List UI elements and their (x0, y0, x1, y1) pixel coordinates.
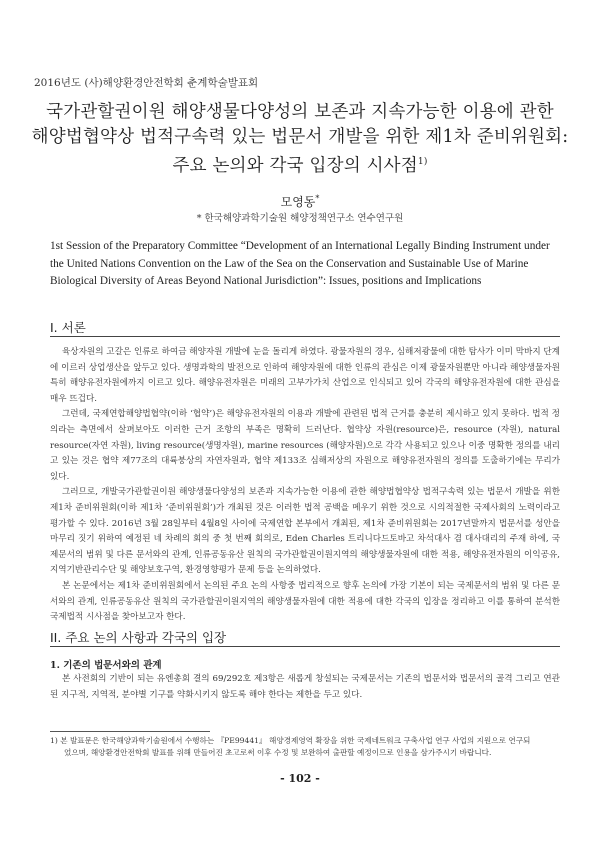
title-footnote-mark[interactable]: 1) (417, 157, 428, 167)
footnote-line-1: 1) 본 발표문은 한국해양과학기술원에서 수행하는 『PE99441』 해양경제영역 확장을 위한 국제네트워크 구축사업 연구 사업의 지원으로 연구되 (50, 736, 531, 745)
subsection-1-body (50, 672, 560, 703)
conference-header: 2016년도 (사)해양환경안전학회 춘계학술발표회 (34, 77, 259, 89)
author (0, 193, 600, 210)
author-mark: * (315, 194, 320, 203)
subsection-1-paragraph: 본 사전회의 기반이 되는 유엔총회 결의 69/292호 제3항은 새롭게 창설되는 국제문서는 기존의 법문서와 법문서의 골격 그리고 연관된 지구적, 지역적, 분야별 기구를 약화시키지 않도록 해야 한다는 제한을 두고 있다. (50, 674, 560, 700)
page-number: - 102 - (280, 772, 320, 785)
subsection-1-heading: 1. 기존의 법문서와의 관계 (50, 660, 162, 671)
title-line-1: 국가관할권이원 해양생물다양성의 보존과 지속가능한 이용에 관한 (46, 102, 554, 122)
author-name: 모영동 (280, 195, 316, 209)
section-2-rule (50, 646, 560, 647)
section-1-body (50, 345, 560, 626)
section-1-paragraph-1: 육상자원의 고갈은 인류로 하여금 해양자원 개발에 눈을 돌리게 하였다. 광물자원의 경우, 심해저광물에 대한 탐사가 이미 막바지 단계에 이르러 상업생산을 앞두고 있다. 생명과학의 발전으로 인하여 해양자원에 대한 인류의 관심은 이제 광물자원뿐만 아니라 해양생물자원 특히 해양유전자원에까지 이르고 있다. 해양유전자원은 미래의 고부가가치 산업으로 인식되고 있어 각국의 해양유전자원에 대한 관심을 매우 뜨겁다. (50, 347, 560, 404)
paper-title (30, 100, 570, 179)
footnote-rule (50, 731, 210, 732)
section-2-heading: II. 주요 논의 사항과 각국의 입장 (50, 630, 227, 645)
section-1-rule (50, 336, 560, 337)
footnote (50, 735, 560, 759)
english-title: 1st Session of the Preparatory Committee “Development of an International Legally Binding Instrument under the United Nations Convention on the Law of the Sea on the Conservation and Sustainable Use of Marine Biological Diversity of Areas Beyond National Jurisdiction”: Issues, positions and Implications (50, 240, 550, 287)
section-1-paragraph-4: 본 논문에서는 제1차 준비위원회에서 논의된 주요 논의 사항중 법리적으로 향후 논의에 가장 기본이 되는 국제문서의 범위 및 다른 문서와의 관계, 인류공동유산 원칙의 국가관할권이원지역의 해양생물자원에 대한 적용에 대한 각국의 입장을 정리하고 이를 통하여 분석한 국제법적 시사점을 찾아보고자 한다. (50, 580, 560, 623)
title-line-2: 해양법협약상 법적구속력 있는 법문서 개발을 위한 제1차 준비위원회: (31, 127, 569, 147)
section-1-heading: I. 서론 (50, 320, 86, 335)
section-1-paragraph-3: 그러므로, 개발국가관할권이원 해양생물다양성의 보존과 지속가능한 이용에 관한 해양법협약상 법적구속력 있는 법문서 개발을 위한 제1차 준비위원회(이하 제1차 ‘준비위원회’)가 개최된 것은 이러한 법적 공백을 메우기 위한 것으로 시의적절한 국제사회의 노력이라고 평가할 수 있다. 2016년 3월 28일부터 4월8일 사이에 국제연합 본부에서 개최된, 제1차 준비위원회는 2017년말까지 법문서를 성안을 마무리 짓기 위하여 예정된 네 차례의 회의 중 첫 번째 회의로, Eden Charles 트리니다드토바고 차석대사 겸 대사대리의 주재 하에, 국제문서의 범위 및 다른 문서와의 관계, 인류공동유산 원칙의 국가관할권이원지역의 해양생물자원에 대한 적용, 해양유전자원의 이익공유, 지역기반관리수단 및 해양보호구역, 환경영향평가 문제 등을 논의하였다. (50, 487, 560, 576)
title-line-3 (30, 150, 570, 179)
affiliation: * 한국해양과학기술원 해양정책연구소 연수연구원 (196, 213, 404, 224)
footnote-line-2: 었으며, 해양환경안전학회 발표를 위해 만들어진 초고로써 이후 수정 및 보완하여 출판할 예정이므로 인용을 삼가주시기 바랍니다. (64, 748, 492, 757)
title-line-3-text: 주요 논의와 각국 입장의 시사점 (172, 155, 418, 176)
section-1-paragraph-2: 그런데, 국제연합해양법협약(이하 ‘협약’)은 해양유전자원의 이용과 개발에 관련된 법적 근거를 충분히 제시하고 있지 못하다. 법적 정의라는 측면에서 살펴보아도 이러한 근거 조항의 부족은 명확히 드러난다. 협약상 자원(resource)은, resource (자원), natural resource(자연 자원), living resource(생명자원), marine resources (해양자원)으로 각각 사용되고 있으나 이중 명확한 정의를 내리고 있는 것은 협약 제77조의 대륙붕상의 자연자원과, 협약 제133조 심해저상의 자원으로 해양유전자원의 정의를 도출하기에는 무리가 있다. (50, 409, 560, 482)
